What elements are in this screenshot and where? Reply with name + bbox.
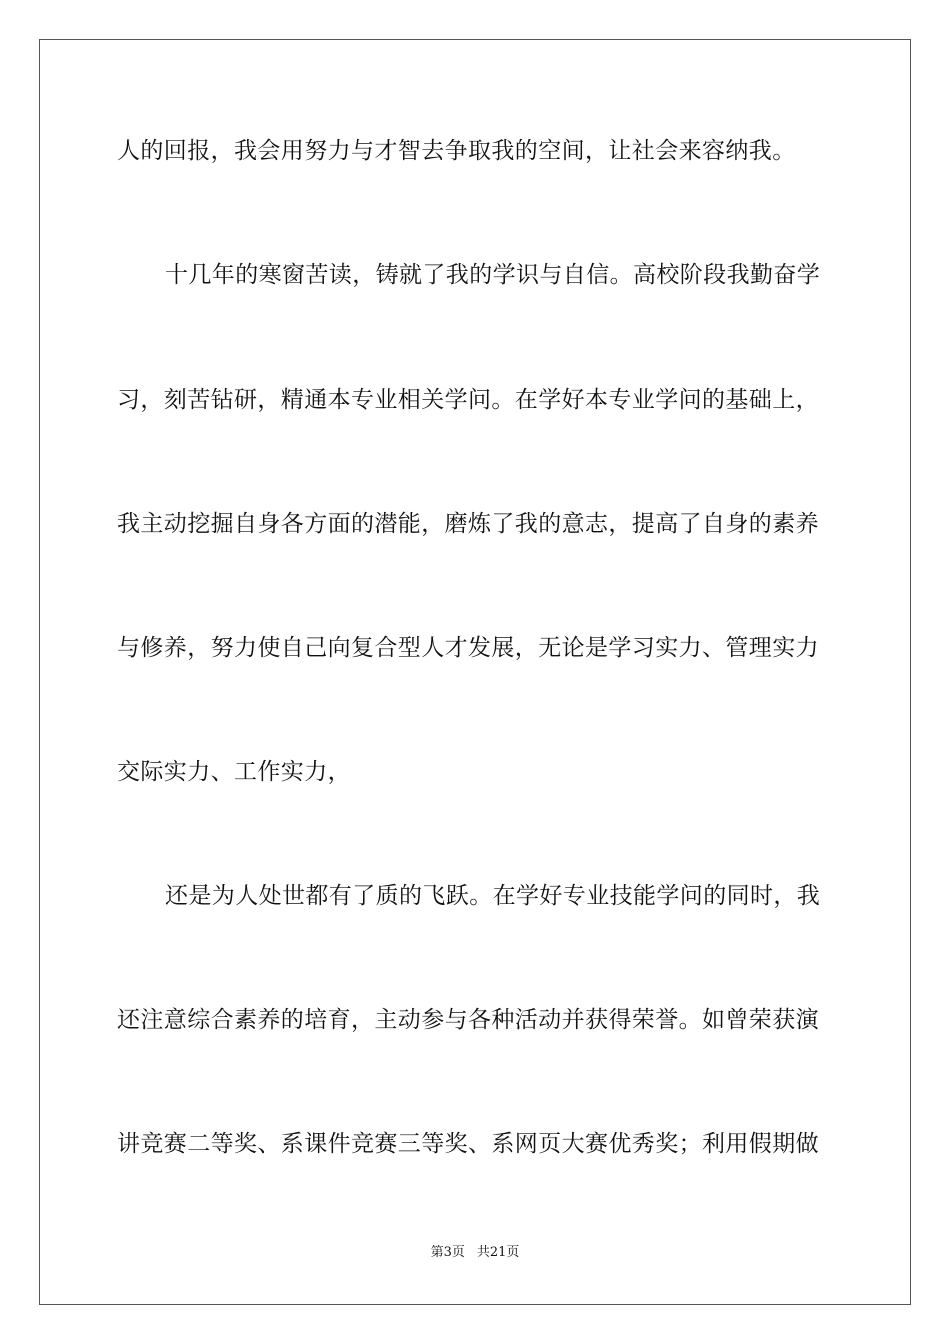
- text-line-9: 讲竞赛二等奖、系课件竞赛三等奖、系网页大赛优秀奖；利用假期做: [117, 1131, 819, 1157]
- text-line-3: 习，刻苦钻研，精通本专业相关学问。在学好本专业学问的基础上，: [117, 387, 819, 413]
- page-border: [39, 39, 911, 1305]
- page-number: 第3页: [430, 1245, 465, 1260]
- text-line-5: 与修养，努力使自己向复合型人才发展，无论是学习实力、管理实力: [117, 635, 819, 661]
- text-line-4: 我主动挖掘自身各方面的潜能，磨炼了我的意志，提高了自身的素养: [117, 511, 819, 537]
- text-line-8: 还注意综合素养的培育，主动参与各种活动并获得荣誉。如曾荣获演: [117, 1007, 819, 1033]
- text-line-2: 十几年的寒窗苦读，铸就了我的学识与自信。高校阶段我勤奋学: [165, 262, 821, 288]
- text-line-6: 交际实力、工作实力，: [117, 759, 351, 785]
- text-line-1: 人的回报，我会用努力与才智去争取我的空间，让社会来容纳我。: [117, 138, 796, 164]
- text-line-7: 还是为人处世都有了质的飞跃。在学好专业技能学问的同时，我: [165, 883, 821, 909]
- page-total: 共21页: [476, 1245, 520, 1260]
- page-footer: [0, 1244, 950, 1262]
